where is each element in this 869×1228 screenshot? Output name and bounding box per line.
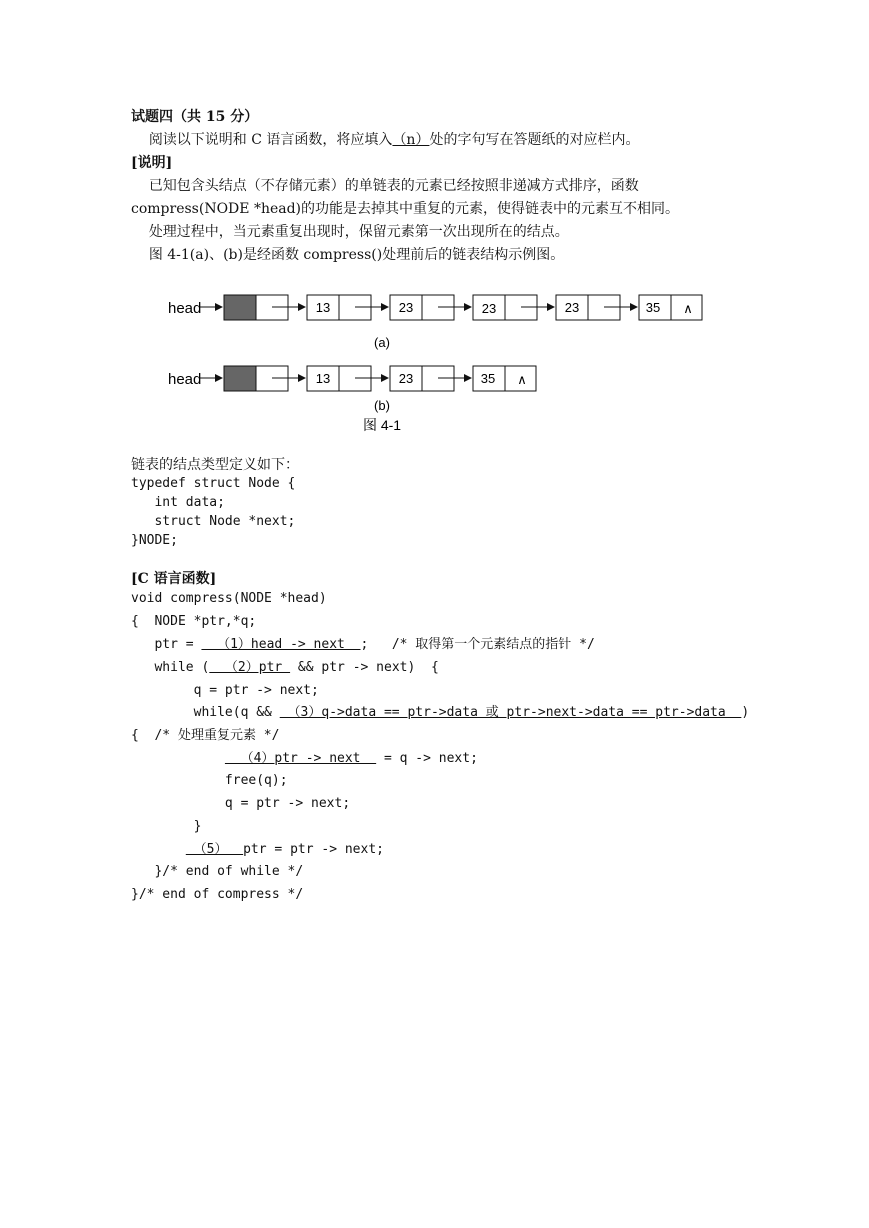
typedef-line-3: struct Node *next; <box>131 514 296 529</box>
typedef-intro: 链表的结点类型定义如下： <box>131 457 299 473</box>
code-line-4: while ( （2）ptr && ptr -> next) { <box>131 660 439 675</box>
description-line-2: compress(NODE *head)的功能是去掉其中重复的元素，使得链表中的元素互不相同。 <box>131 201 680 217</box>
node-b-3-value: 35 <box>480 371 496 386</box>
code-line-14: }/* end of compress */ <box>131 887 304 902</box>
code-line-5: q = ptr -> next; <box>131 683 319 698</box>
code-line-13: }/* end of while */ <box>131 864 304 879</box>
typedef-line-1: typedef struct Node { <box>131 476 296 491</box>
code-line-6: while(q && （3）q->data == ptr->data 或 ptr->next->data == ptr->data ) <box>131 705 750 720</box>
caption-a: (a) <box>374 335 390 350</box>
node-b-1-value: 13 <box>315 371 331 386</box>
head-label-b: head <box>168 371 202 388</box>
null-symbol-b: ∧ <box>517 372 527 387</box>
node-a-1-value: 13 <box>315 300 331 315</box>
code-line-2: { NODE *ptr,*q; <box>131 614 257 629</box>
description-heading: [说明] <box>131 155 173 171</box>
code-line-10: q = ptr -> next; <box>131 796 351 811</box>
description-line-3: 处理过程中，当元素重复出现时，保留元素第一次出现所在的结点。 <box>148 224 569 240</box>
blank-n: （n） <box>392 132 430 148</box>
description-line-4: 图 4-1(a)、(b)是经函数 compress()处理前后的链表结构示例图。 <box>148 247 565 263</box>
code-line-3: ptr = （1）head -> next ; /* 取得第一个元素结点的指针 */ <box>131 637 595 652</box>
null-symbol-a: ∧ <box>683 301 693 316</box>
head-label-a: head <box>168 300 202 317</box>
code-line-8: （4）ptr -> next = q -> next; <box>224 751 478 766</box>
node-a-3-value: 23 <box>481 301 497 316</box>
blank-3: （3）q->data == ptr->data 或 ptr->next->data == ptr->data <box>279 705 742 720</box>
function-heading: [C 语言函数] <box>131 571 217 587</box>
intro-line: 阅读以下说明和 C 语言函数，将应填入（n）处的字句写在答题纸的对应栏内。 <box>148 132 640 148</box>
node-a-2-value: 23 <box>398 300 414 315</box>
node-a-5-value: 35 <box>645 300 661 315</box>
figure-caption: 图 4-1 <box>362 417 402 433</box>
code-line-11: } <box>131 819 202 834</box>
typedef-line-2: int data; <box>131 495 225 510</box>
blank-2: （2）ptr <box>209 660 291 675</box>
caption-b: (b) <box>374 398 390 413</box>
code-line-1: void compress(NODE *head) <box>131 591 327 606</box>
node-a-5 <box>639 295 702 320</box>
blank-1: （1）head -> next <box>201 637 361 652</box>
blank-4: （4）ptr -> next <box>224 751 377 766</box>
node-b-3 <box>473 366 536 391</box>
code-line-9: free(q); <box>131 773 288 788</box>
node-b-2-value: 23 <box>398 371 414 386</box>
linked-list-figure <box>0 285 869 440</box>
node-a-4-value: 23 <box>564 300 580 315</box>
description-line-1: 已知包含头结点（不存储元素）的单链表的元素已经按照非递减方式排序，函数 <box>148 178 639 194</box>
code-line-12: （5） ptr = ptr -> next; <box>185 842 384 857</box>
question-title: 试题四（共 15 分） <box>131 109 259 125</box>
typedef-line-4: }NODE; <box>131 533 178 548</box>
code-line-7: { /* 处理重复元素 */ <box>131 728 280 743</box>
blank-5: （5） <box>185 842 244 857</box>
